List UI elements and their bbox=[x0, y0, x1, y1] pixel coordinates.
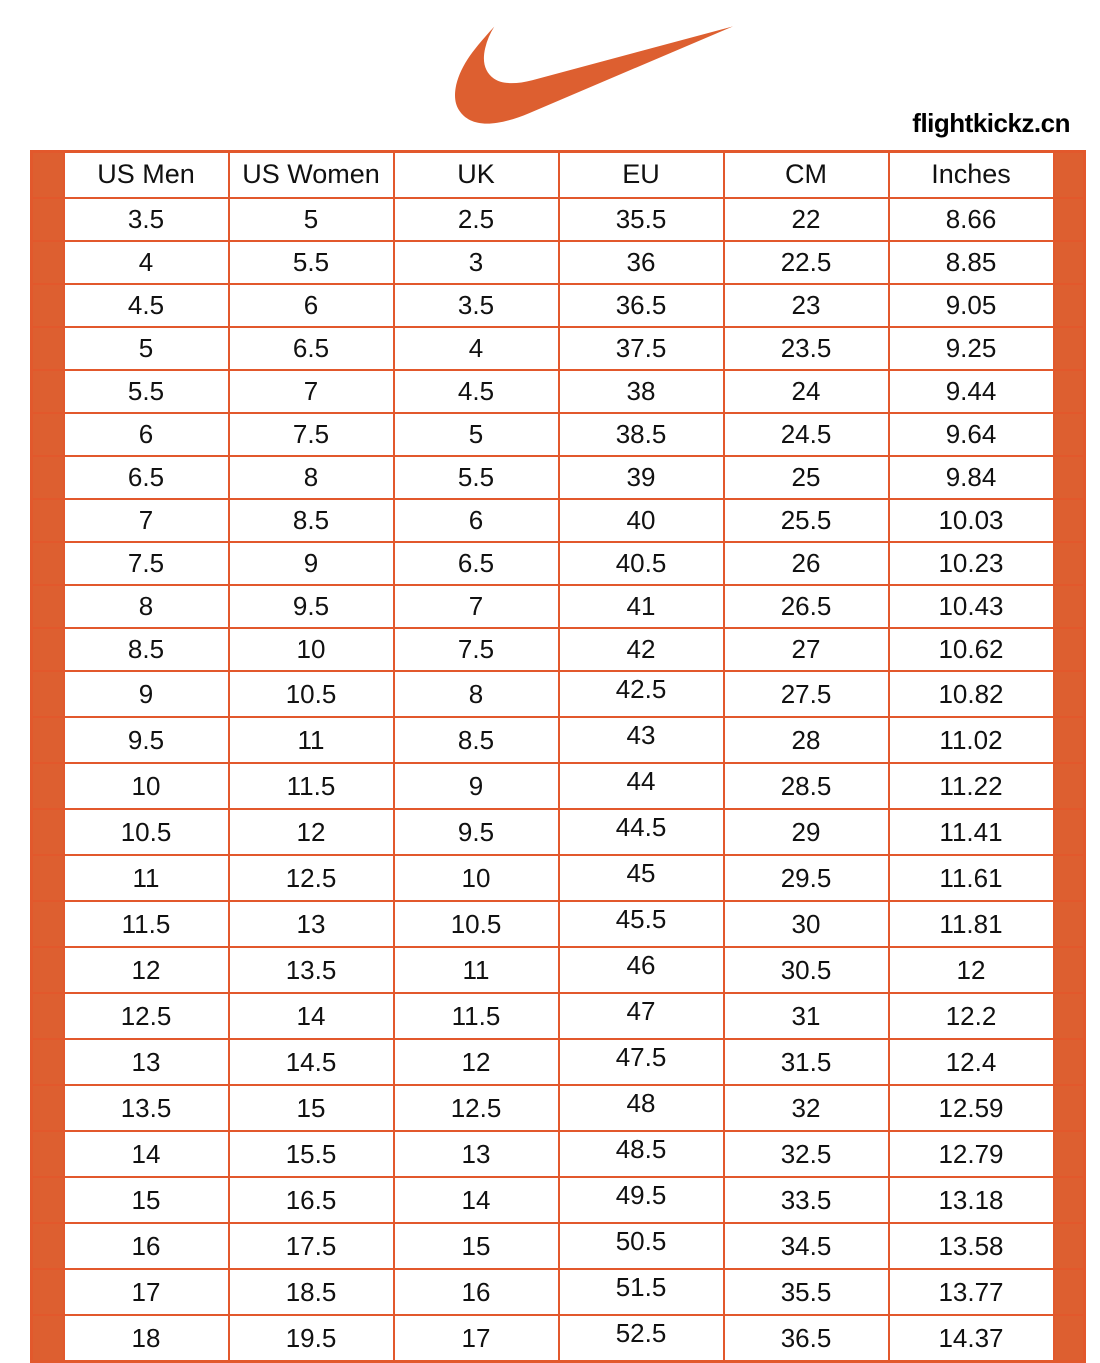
cell-us-women: 11.5 bbox=[229, 763, 394, 809]
cell-inches: 9.44 bbox=[889, 370, 1054, 413]
accent-bar-cell bbox=[32, 413, 64, 456]
cell-us-men: 12 bbox=[64, 947, 229, 993]
accent-bar-cell bbox=[32, 284, 64, 327]
cell-uk: 13 bbox=[394, 1131, 559, 1177]
accent-bar-cell bbox=[32, 499, 64, 542]
cell-cm: 24.5 bbox=[724, 413, 889, 456]
cell-uk: 8.5 bbox=[394, 717, 559, 763]
table-row bbox=[32, 456, 1085, 499]
cell-us-women: 12.5 bbox=[229, 855, 394, 901]
accent-bar-cell bbox=[32, 1177, 64, 1223]
cell-uk: 7 bbox=[394, 585, 559, 628]
cell-inches: 12.4 bbox=[889, 1039, 1054, 1085]
nike-swoosh-icon bbox=[455, 24, 733, 126]
cell-uk: 4.5 bbox=[394, 370, 559, 413]
cell-inches: 10.23 bbox=[889, 542, 1054, 585]
cell-eu: 42.5 bbox=[559, 671, 724, 717]
accent-bar-cell bbox=[1054, 1269, 1085, 1315]
cell-uk: 10 bbox=[394, 855, 559, 901]
cell-cm: 31 bbox=[724, 993, 889, 1039]
cell-us-men: 6 bbox=[64, 413, 229, 456]
cell-eu: 47.5 bbox=[559, 1039, 724, 1085]
cell-eu: 35.5 bbox=[559, 198, 724, 241]
accent-bar-cell bbox=[1054, 284, 1085, 327]
accent-bar-cell bbox=[32, 1315, 64, 1362]
cell-us-women: 8 bbox=[229, 456, 394, 499]
cell-uk: 6.5 bbox=[394, 542, 559, 585]
cell-inches: 11.02 bbox=[889, 717, 1054, 763]
accent-bar-cell bbox=[32, 855, 64, 901]
table-row bbox=[32, 284, 1085, 327]
table-row bbox=[32, 585, 1085, 628]
accent-bar-cell bbox=[1054, 1131, 1085, 1177]
accent-bar-cell bbox=[32, 671, 64, 717]
cell-inches: 11.81 bbox=[889, 901, 1054, 947]
cell-cm: 32.5 bbox=[724, 1131, 889, 1177]
accent-bar-cell bbox=[32, 717, 64, 763]
cell-eu: 47 bbox=[559, 993, 724, 1039]
col-header-cm: CM bbox=[724, 152, 889, 199]
accent-bar-cell bbox=[32, 993, 64, 1039]
cell-cm: 31.5 bbox=[724, 1039, 889, 1085]
table-row bbox=[32, 717, 1085, 763]
accent-bar-cell bbox=[1054, 456, 1085, 499]
cell-us-men: 9 bbox=[64, 671, 229, 717]
accent-bar-cell bbox=[1054, 370, 1085, 413]
cell-us-women: 15 bbox=[229, 1085, 394, 1131]
cell-inches: 14.37 bbox=[889, 1315, 1054, 1362]
cell-us-women: 13 bbox=[229, 901, 394, 947]
accent-bar-cell bbox=[32, 198, 64, 241]
accent-bar-cell bbox=[32, 152, 64, 199]
cell-eu: 48 bbox=[559, 1085, 724, 1131]
cell-us-women: 14 bbox=[229, 993, 394, 1039]
cell-us-women: 11 bbox=[229, 717, 394, 763]
cell-us-women: 18.5 bbox=[229, 1269, 394, 1315]
accent-bar-cell bbox=[1054, 152, 1085, 199]
cell-inches: 10.62 bbox=[889, 628, 1054, 671]
table-row bbox=[32, 1223, 1085, 1269]
accent-bar-cell bbox=[32, 542, 64, 585]
accent-bar-cell bbox=[32, 901, 64, 947]
cell-uk: 3.5 bbox=[394, 284, 559, 327]
cell-eu: 42 bbox=[559, 628, 724, 671]
cell-us-men: 12.5 bbox=[64, 993, 229, 1039]
cell-eu: 44 bbox=[559, 763, 724, 809]
cell-us-men: 8 bbox=[64, 585, 229, 628]
accent-bar-cell bbox=[32, 1085, 64, 1131]
cell-uk: 8 bbox=[394, 671, 559, 717]
table-row bbox=[32, 241, 1085, 284]
cell-eu: 45.5 bbox=[559, 901, 724, 947]
cell-uk: 5.5 bbox=[394, 456, 559, 499]
cell-inches: 9.84 bbox=[889, 456, 1054, 499]
accent-bar-cell bbox=[32, 628, 64, 671]
accent-bar-cell bbox=[1054, 993, 1085, 1039]
cell-us-men: 13 bbox=[64, 1039, 229, 1085]
cell-us-men: 3.5 bbox=[64, 198, 229, 241]
cell-us-men: 13.5 bbox=[64, 1085, 229, 1131]
cell-uk: 14 bbox=[394, 1177, 559, 1223]
cell-uk: 4 bbox=[394, 327, 559, 370]
accent-bar-cell bbox=[1054, 947, 1085, 993]
cell-us-women: 5.5 bbox=[229, 241, 394, 284]
cell-inches: 12 bbox=[889, 947, 1054, 993]
cell-us-women: 12 bbox=[229, 809, 394, 855]
cell-uk: 9 bbox=[394, 763, 559, 809]
cell-us-men: 4.5 bbox=[64, 284, 229, 327]
cell-inches: 8.85 bbox=[889, 241, 1054, 284]
table-row bbox=[32, 1269, 1085, 1315]
table-row bbox=[32, 763, 1085, 809]
cell-eu: 43 bbox=[559, 717, 724, 763]
cell-eu: 38 bbox=[559, 370, 724, 413]
cell-us-women: 10.5 bbox=[229, 671, 394, 717]
cell-cm: 34.5 bbox=[724, 1223, 889, 1269]
accent-bar-cell bbox=[1054, 499, 1085, 542]
cell-us-women: 5 bbox=[229, 198, 394, 241]
accent-bar-cell bbox=[1054, 1039, 1085, 1085]
table-row bbox=[32, 809, 1085, 855]
cell-us-women: 16.5 bbox=[229, 1177, 394, 1223]
cell-us-men: 16 bbox=[64, 1223, 229, 1269]
cell-eu: 36 bbox=[559, 241, 724, 284]
cell-cm: 27 bbox=[724, 628, 889, 671]
cell-inches: 9.25 bbox=[889, 327, 1054, 370]
cell-uk: 16 bbox=[394, 1269, 559, 1315]
cell-inches: 13.77 bbox=[889, 1269, 1054, 1315]
cell-cm: 22 bbox=[724, 198, 889, 241]
cell-inches: 13.18 bbox=[889, 1177, 1054, 1223]
cell-us-men: 10.5 bbox=[64, 809, 229, 855]
cell-cm: 29.5 bbox=[724, 855, 889, 901]
cell-inches: 12.59 bbox=[889, 1085, 1054, 1131]
table-row bbox=[32, 1039, 1085, 1085]
accent-bar-cell bbox=[1054, 717, 1085, 763]
accent-bar-cell bbox=[1054, 542, 1085, 585]
header-row bbox=[32, 152, 1085, 199]
accent-bar-cell bbox=[1054, 901, 1085, 947]
table-row bbox=[32, 1177, 1085, 1223]
cell-inches: 10.82 bbox=[889, 671, 1054, 717]
accent-bar-cell bbox=[32, 456, 64, 499]
cell-us-men: 15 bbox=[64, 1177, 229, 1223]
accent-bar-cell bbox=[32, 1269, 64, 1315]
cell-us-women: 13.5 bbox=[229, 947, 394, 993]
accent-bar-cell bbox=[1054, 1315, 1085, 1362]
cell-inches: 10.03 bbox=[889, 499, 1054, 542]
cell-eu: 45 bbox=[559, 855, 724, 901]
cell-us-women: 8.5 bbox=[229, 499, 394, 542]
cell-us-men: 4 bbox=[64, 241, 229, 284]
cell-uk: 7.5 bbox=[394, 628, 559, 671]
accent-bar-cell bbox=[1054, 585, 1085, 628]
cell-uk: 6 bbox=[394, 499, 559, 542]
cell-us-men: 6.5 bbox=[64, 456, 229, 499]
cell-inches: 13.58 bbox=[889, 1223, 1054, 1269]
cell-cm: 23.5 bbox=[724, 327, 889, 370]
table-row bbox=[32, 947, 1085, 993]
cell-us-women: 7.5 bbox=[229, 413, 394, 456]
cell-us-men: 11 bbox=[64, 855, 229, 901]
cell-cm: 25.5 bbox=[724, 499, 889, 542]
cell-eu: 44.5 bbox=[559, 809, 724, 855]
cell-eu: 38.5 bbox=[559, 413, 724, 456]
accent-bar-cell bbox=[1054, 809, 1085, 855]
table-body bbox=[32, 198, 1085, 1362]
cell-us-men: 7.5 bbox=[64, 542, 229, 585]
cell-us-men: 5.5 bbox=[64, 370, 229, 413]
cell-us-women: 17.5 bbox=[229, 1223, 394, 1269]
accent-bar-cell bbox=[1054, 241, 1085, 284]
table-row bbox=[32, 370, 1085, 413]
cell-inches: 9.05 bbox=[889, 284, 1054, 327]
cell-uk: 11.5 bbox=[394, 993, 559, 1039]
cell-cm: 28 bbox=[724, 717, 889, 763]
accent-bar-cell bbox=[32, 241, 64, 284]
cell-cm: 24 bbox=[724, 370, 889, 413]
cell-uk: 11 bbox=[394, 947, 559, 993]
accent-bar-cell bbox=[32, 809, 64, 855]
cell-inches: 12.79 bbox=[889, 1131, 1054, 1177]
cell-us-men: 14 bbox=[64, 1131, 229, 1177]
cell-eu: 37.5 bbox=[559, 327, 724, 370]
cell-uk: 17 bbox=[394, 1315, 559, 1362]
table-row bbox=[32, 1131, 1085, 1177]
table-row bbox=[32, 1085, 1085, 1131]
table-row bbox=[32, 413, 1085, 456]
cell-cm: 27.5 bbox=[724, 671, 889, 717]
cell-eu: 36.5 bbox=[559, 284, 724, 327]
table-row bbox=[32, 327, 1085, 370]
cell-cm: 22.5 bbox=[724, 241, 889, 284]
cell-cm: 25 bbox=[724, 456, 889, 499]
cell-cm: 28.5 bbox=[724, 763, 889, 809]
accent-bar-cell bbox=[32, 327, 64, 370]
col-header-uk: UK bbox=[394, 152, 559, 199]
table-row bbox=[32, 198, 1085, 241]
cell-eu: 41 bbox=[559, 585, 724, 628]
table-row bbox=[32, 542, 1085, 585]
accent-bar-cell bbox=[32, 585, 64, 628]
cell-inches: 8.66 bbox=[889, 198, 1054, 241]
cell-cm: 32 bbox=[724, 1085, 889, 1131]
cell-eu: 51.5 bbox=[559, 1269, 724, 1315]
col-header-eu: EU bbox=[559, 152, 724, 199]
cell-eu: 39 bbox=[559, 456, 724, 499]
cell-eu: 52.5 bbox=[559, 1315, 724, 1362]
site-label: flightkickz.cn bbox=[912, 108, 1070, 138]
size-chart-table bbox=[30, 150, 1086, 1363]
accent-bar-cell bbox=[32, 763, 64, 809]
table-row bbox=[32, 993, 1085, 1039]
cell-us-men: 9.5 bbox=[64, 717, 229, 763]
cell-us-men: 17 bbox=[64, 1269, 229, 1315]
cell-us-men: 11.5 bbox=[64, 901, 229, 947]
accent-bar-cell bbox=[1054, 1085, 1085, 1131]
cell-us-men: 7 bbox=[64, 499, 229, 542]
accent-bar-cell bbox=[1054, 628, 1085, 671]
cell-cm: 29 bbox=[724, 809, 889, 855]
accent-bar-cell bbox=[1054, 327, 1085, 370]
accent-bar-cell bbox=[1054, 763, 1085, 809]
cell-inches: 12.2 bbox=[889, 993, 1054, 1039]
accent-bar-cell bbox=[32, 1223, 64, 1269]
cell-cm: 33.5 bbox=[724, 1177, 889, 1223]
table-row bbox=[32, 901, 1085, 947]
cell-us-women: 19.5 bbox=[229, 1315, 394, 1362]
accent-bar-cell bbox=[1054, 671, 1085, 717]
cell-uk: 12.5 bbox=[394, 1085, 559, 1131]
cell-us-women: 15.5 bbox=[229, 1131, 394, 1177]
cell-eu: 49.5 bbox=[559, 1177, 724, 1223]
cell-inches: 11.41 bbox=[889, 809, 1054, 855]
cell-us-men: 18 bbox=[64, 1315, 229, 1362]
accent-bar-cell bbox=[1054, 1177, 1085, 1223]
cell-us-women: 9 bbox=[229, 542, 394, 585]
cell-inches: 9.64 bbox=[889, 413, 1054, 456]
table-row bbox=[32, 628, 1085, 671]
cell-cm: 26 bbox=[724, 542, 889, 585]
accent-bar-cell bbox=[32, 1131, 64, 1177]
cell-uk: 5 bbox=[394, 413, 559, 456]
cell-inches: 10.43 bbox=[889, 585, 1054, 628]
accent-bar-cell bbox=[1054, 855, 1085, 901]
col-header-us-men: US Men bbox=[64, 152, 229, 199]
cell-us-women: 6.5 bbox=[229, 327, 394, 370]
col-header-us-women: US Women bbox=[229, 152, 394, 199]
accent-bar-cell bbox=[32, 1039, 64, 1085]
cell-inches: 11.22 bbox=[889, 763, 1054, 809]
cell-cm: 26.5 bbox=[724, 585, 889, 628]
accent-bar-cell bbox=[1054, 198, 1085, 241]
cell-eu: 50.5 bbox=[559, 1223, 724, 1269]
cell-uk: 3 bbox=[394, 241, 559, 284]
cell-eu: 46 bbox=[559, 947, 724, 993]
cell-us-men: 5 bbox=[64, 327, 229, 370]
cell-eu: 48.5 bbox=[559, 1131, 724, 1177]
cell-inches: 11.61 bbox=[889, 855, 1054, 901]
cell-cm: 30.5 bbox=[724, 947, 889, 993]
cell-uk: 9.5 bbox=[394, 809, 559, 855]
table-row bbox=[32, 855, 1085, 901]
accent-bar-cell bbox=[1054, 1223, 1085, 1269]
cell-cm: 23 bbox=[724, 284, 889, 327]
cell-us-men: 8.5 bbox=[64, 628, 229, 671]
accent-bar-cell bbox=[1054, 413, 1085, 456]
cell-us-women: 14.5 bbox=[229, 1039, 394, 1085]
cell-cm: 36.5 bbox=[724, 1315, 889, 1362]
col-header-inches: Inches bbox=[889, 152, 1054, 199]
cell-uk: 15 bbox=[394, 1223, 559, 1269]
table-row bbox=[32, 1315, 1085, 1362]
accent-bar-cell bbox=[32, 947, 64, 993]
table-row bbox=[32, 499, 1085, 542]
accent-bar-cell bbox=[32, 370, 64, 413]
cell-uk: 10.5 bbox=[394, 901, 559, 947]
cell-uk: 12 bbox=[394, 1039, 559, 1085]
cell-us-women: 9.5 bbox=[229, 585, 394, 628]
cell-us-women: 10 bbox=[229, 628, 394, 671]
cell-us-women: 7 bbox=[229, 370, 394, 413]
cell-us-women: 6 bbox=[229, 284, 394, 327]
cell-us-men: 10 bbox=[64, 763, 229, 809]
cell-eu: 40 bbox=[559, 499, 724, 542]
cell-cm: 30 bbox=[724, 901, 889, 947]
cell-uk: 2.5 bbox=[394, 198, 559, 241]
cell-cm: 35.5 bbox=[724, 1269, 889, 1315]
cell-eu: 40.5 bbox=[559, 542, 724, 585]
table-row bbox=[32, 671, 1085, 717]
